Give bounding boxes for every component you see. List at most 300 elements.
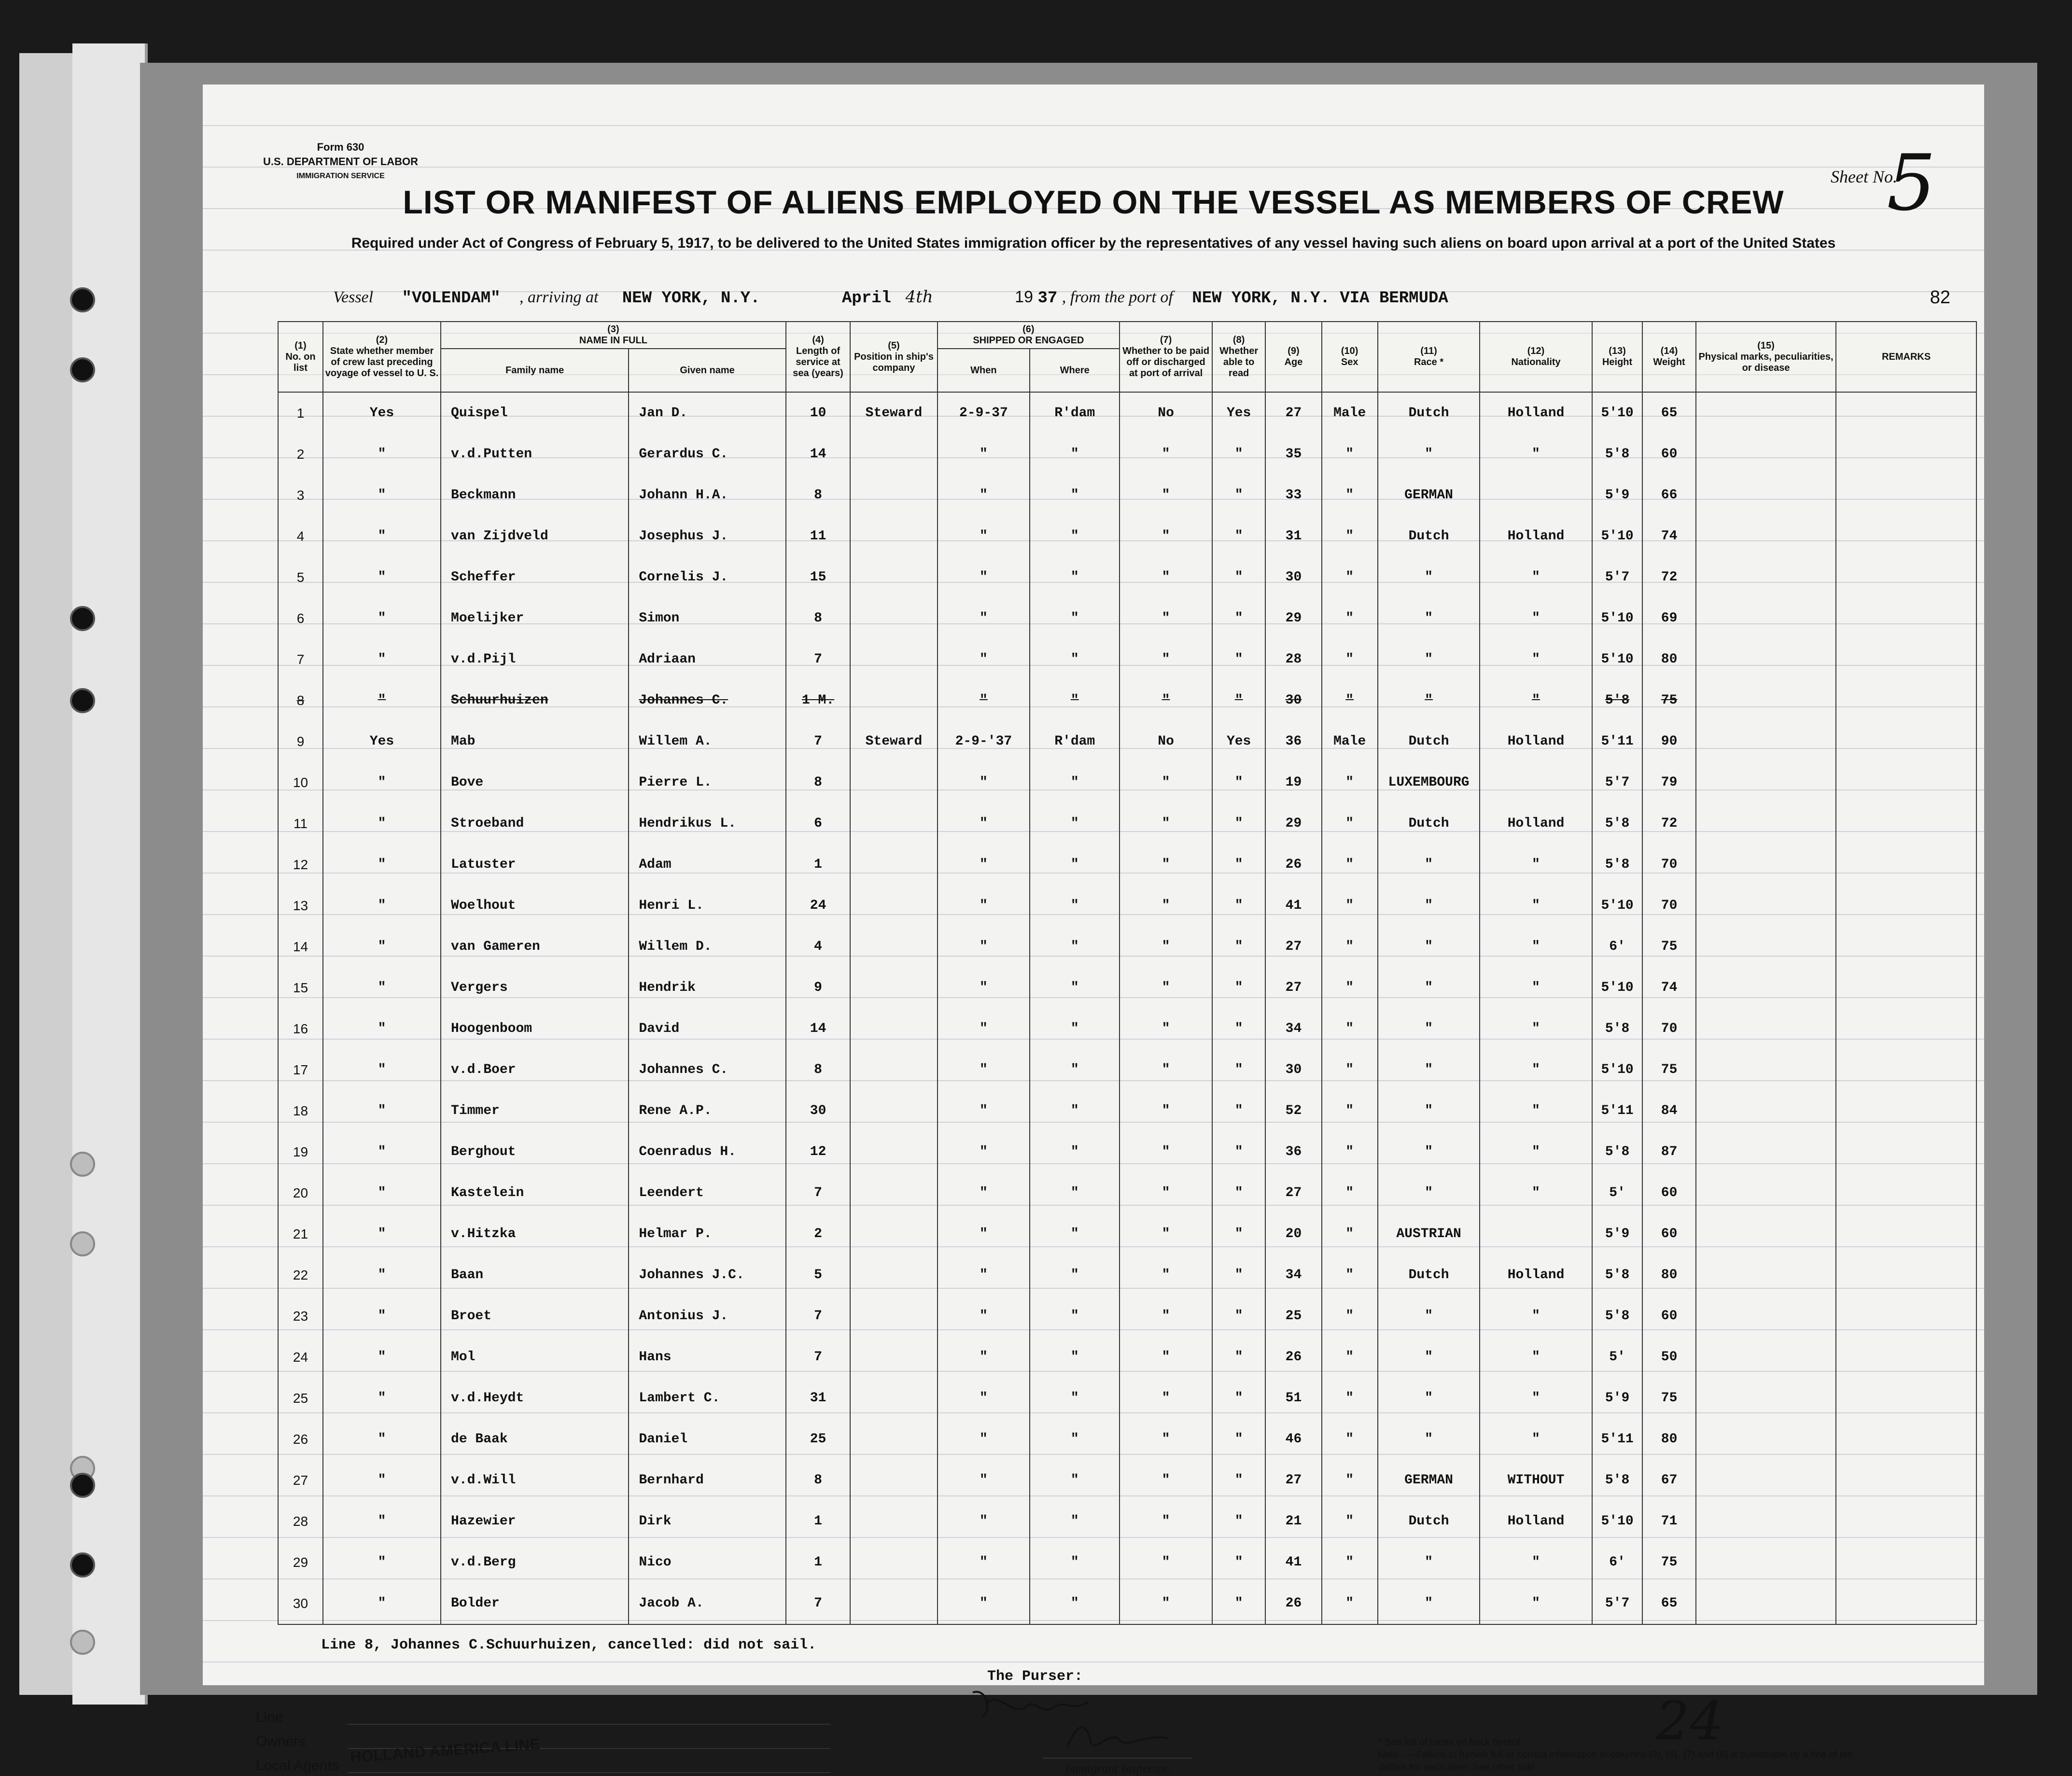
cell-remarks (1836, 1583, 1976, 1624)
cell-shipped-where: " (1030, 1583, 1120, 1624)
cell-height: 5'11 (1592, 1419, 1643, 1460)
col-header-race: (11) Race * (1378, 322, 1480, 392)
cell-able-to-read: " (1212, 1172, 1265, 1213)
cell-position (850, 1296, 937, 1337)
cell-weight: 74 (1642, 516, 1695, 557)
cell-previous-voyage: " (323, 1419, 441, 1460)
cell-sex: " (1322, 1419, 1378, 1460)
cell-position (850, 680, 937, 721)
cell-remarks (1836, 967, 1976, 1008)
cell-position (850, 1049, 937, 1090)
cell-physical-marks (1696, 844, 1836, 885)
table-row (278, 1213, 1976, 1254)
col-header-height: (13) Height (1592, 322, 1643, 392)
cell-row-number: 2 (278, 434, 323, 475)
cell-sex: " (1322, 803, 1378, 844)
cell-age: 31 (1265, 516, 1321, 557)
purser-label: The Purser: (987, 1668, 1083, 1685)
cell-previous-voyage: " (323, 1172, 441, 1213)
cell-sex: " (1322, 475, 1378, 516)
cell-given-name: Johannes C. (629, 680, 785, 721)
cell-nationality: " (1480, 1419, 1592, 1460)
cell-sex: " (1322, 1213, 1378, 1254)
cell-nationality: " (1480, 1296, 1592, 1337)
cell-nationality (1480, 1213, 1592, 1254)
cell-age: 30 (1265, 1049, 1321, 1090)
cell-height: 5'7 (1592, 557, 1643, 598)
cell-shipped-where: " (1030, 1378, 1120, 1419)
cell-service-length: 8 (786, 475, 851, 516)
cell-sex: Male (1322, 392, 1378, 434)
table-row (278, 1583, 1976, 1624)
cell-nationality: Holland (1480, 1501, 1592, 1542)
cell-sex: " (1322, 598, 1378, 639)
cell-service-length: 2 (786, 1213, 851, 1254)
cell-remarks (1836, 1008, 1976, 1049)
cell-service-length: 1 (786, 1501, 851, 1542)
cell-family-name: v.d.Berg (441, 1542, 629, 1583)
cell-row-number: 17 (278, 1049, 323, 1090)
cell-given-name: Henri L. (629, 885, 785, 926)
table-row (278, 1131, 1976, 1172)
cell-remarks (1836, 1501, 1976, 1542)
cell-position (850, 1583, 937, 1624)
cell-physical-marks (1696, 1583, 1836, 1624)
cell-given-name: Helmar P. (629, 1213, 785, 1254)
cell-remarks (1836, 1254, 1976, 1296)
cell-shipped-where: " (1030, 885, 1120, 926)
cell-physical-marks (1696, 762, 1836, 803)
cell-sex: " (1322, 1254, 1378, 1296)
cell-shipped-where: " (1030, 1542, 1120, 1583)
cell-paid-off: No (1120, 392, 1212, 434)
cell-service-length: 6 (786, 803, 851, 844)
cell-given-name: Gerardus C. (629, 434, 785, 475)
cell-age: 27 (1265, 967, 1321, 1008)
cell-remarks (1836, 475, 1976, 516)
arriving-port: NEW YORK, N.Y. (622, 289, 760, 308)
from-label: , from the port of (1062, 288, 1173, 306)
col-header-remarks: REMARKS (1836, 322, 1976, 392)
cell-family-name: Mol (441, 1337, 629, 1378)
cell-shipped-where: " (1030, 1254, 1120, 1296)
cell-previous-voyage: " (323, 926, 441, 967)
cell-family-name: Mab (441, 721, 629, 762)
department-name: U.S. DEPARTMENT OF LABOR (263, 155, 419, 168)
cell-family-name: Scheffer (441, 557, 629, 598)
cell-shipped-when: " (938, 885, 1030, 926)
cell-age: 30 (1265, 557, 1321, 598)
cell-previous-voyage: " (323, 639, 441, 680)
cell-age: 29 (1265, 598, 1321, 639)
cell-family-name: Berghout (441, 1131, 629, 1172)
cell-able-to-read: " (1212, 557, 1265, 598)
cell-physical-marks (1696, 1254, 1836, 1296)
cell-nationality: " (1480, 1337, 1592, 1378)
year-prefix: 19 (1015, 288, 1033, 306)
cell-able-to-read: Yes (1212, 392, 1265, 434)
cell-race: Dutch (1378, 1501, 1480, 1542)
cell-height: 5' (1592, 1172, 1643, 1213)
cell-nationality: Holland (1480, 1254, 1592, 1296)
cell-height: 5'7 (1592, 762, 1643, 803)
cell-shipped-where: " (1030, 803, 1120, 844)
cell-sex: Male (1322, 721, 1378, 762)
cell-remarks (1836, 1296, 1976, 1337)
cell-remarks (1836, 1378, 1976, 1419)
cell-previous-voyage: " (323, 844, 441, 885)
cell-weight: 72 (1642, 803, 1695, 844)
cell-height: 6' (1592, 1542, 1643, 1583)
cell-able-to-read: " (1212, 516, 1265, 557)
cell-service-length: 4 (786, 926, 851, 967)
arrival-month: April (842, 289, 892, 308)
cell-sex: " (1322, 926, 1378, 967)
cell-shipped-where: " (1030, 475, 1120, 516)
cell-shipped-where: " (1030, 680, 1120, 721)
cell-shipped-when: " (938, 844, 1030, 885)
cell-able-to-read: " (1212, 844, 1265, 885)
cell-height: 5'8 (1592, 1008, 1643, 1049)
cell-nationality: " (1480, 639, 1592, 680)
cell-height: 5'10 (1592, 639, 1643, 680)
cell-physical-marks (1696, 721, 1836, 762)
cell-service-length: 14 (786, 1008, 851, 1049)
cell-weight: 70 (1642, 844, 1695, 885)
table-row (278, 967, 1976, 1008)
cell-nationality: " (1480, 557, 1592, 598)
cell-shipped-when: " (938, 1254, 1030, 1296)
cell-previous-voyage: " (323, 967, 441, 1008)
line-rule (348, 1724, 830, 1725)
cell-nationality: Holland (1480, 721, 1592, 762)
table-row (278, 557, 1976, 598)
cell-nationality: " (1480, 1049, 1592, 1090)
binder-hole (70, 1630, 95, 1655)
cell-paid-off: " (1120, 1213, 1212, 1254)
cell-service-length: 11 (786, 516, 851, 557)
cell-age: 46 (1265, 1419, 1321, 1460)
cell-position (850, 1254, 937, 1296)
col-header-given-name: Given name (629, 349, 785, 392)
cell-remarks (1836, 1460, 1976, 1501)
cell-able-to-read: " (1212, 1337, 1265, 1378)
cell-previous-voyage: " (323, 885, 441, 926)
cell-sex: " (1322, 1337, 1378, 1378)
cell-position (850, 1172, 937, 1213)
cell-able-to-read: " (1212, 598, 1265, 639)
cell-family-name: v.d.Boer (441, 1049, 629, 1090)
cell-height: 5'8 (1592, 1296, 1643, 1337)
cell-nationality: WITHOUT (1480, 1460, 1592, 1501)
table-row (278, 516, 1976, 557)
cell-service-length: 10 (786, 392, 851, 434)
cell-height: 5'10 (1592, 598, 1643, 639)
inspector-label: Immigrant Inspector. (1043, 1758, 1192, 1776)
cell-position (850, 1008, 937, 1049)
cell-service-length: 1 (786, 1542, 851, 1583)
cell-nationality: " (1480, 1090, 1592, 1131)
cell-given-name: Hendrik (629, 967, 785, 1008)
cell-race: " (1378, 598, 1480, 639)
cell-age: 26 (1265, 844, 1321, 885)
cell-sex: " (1322, 762, 1378, 803)
cell-service-length: 14 (786, 434, 851, 475)
cell-able-to-read: " (1212, 1583, 1265, 1624)
cell-position (850, 1337, 937, 1378)
cell-sex: " (1322, 639, 1378, 680)
cell-physical-marks (1696, 1337, 1836, 1378)
cell-sex: " (1322, 967, 1378, 1008)
cell-row-number: 12 (278, 844, 323, 885)
cell-remarks (1836, 885, 1976, 926)
cell-shipped-where: " (1030, 1131, 1120, 1172)
cancellation-note: Line 8, Johannes C.Schuurhuizen, cancelled: did not sail. (321, 1637, 817, 1653)
cell-height: 5'8 (1592, 1460, 1643, 1501)
form-identifier (263, 140, 418, 183)
cell-row-number: 14 (278, 926, 323, 967)
cell-position (850, 557, 937, 598)
cell-age: 28 (1265, 639, 1321, 680)
table-row (278, 1501, 1976, 1542)
cell-shipped-when: " (938, 516, 1030, 557)
col-header-family-name: Family name (441, 349, 629, 392)
cell-position (850, 639, 937, 680)
cell-previous-voyage: Yes (323, 721, 441, 762)
cell-family-name: Quispel (441, 392, 629, 434)
cell-shipped-where: " (1030, 1008, 1120, 1049)
cell-row-number: 18 (278, 1090, 323, 1131)
cell-given-name: Nico (629, 1542, 785, 1583)
table-row (278, 475, 1976, 516)
table-row (278, 926, 1976, 967)
cell-weight: 74 (1642, 967, 1695, 1008)
cell-family-name: Hoogenboom (441, 1008, 629, 1049)
cell-position (850, 1542, 937, 1583)
cell-row-number: 1 (278, 392, 323, 434)
cell-service-length: 25 (786, 1419, 851, 1460)
cell-race: " (1378, 557, 1480, 598)
cell-remarks (1836, 762, 1976, 803)
cell-paid-off: " (1120, 516, 1212, 557)
cell-shipped-when: " (938, 762, 1030, 803)
cell-previous-voyage: " (323, 557, 441, 598)
cell-position (850, 434, 937, 475)
cell-row-number: 11 (278, 803, 323, 844)
cell-paid-off: " (1120, 557, 1212, 598)
cell-service-length: 1 (786, 844, 851, 885)
col-header-physical-marks: (15) Physical marks, peculiarities, or disease (1696, 322, 1836, 392)
cell-height: 5'8 (1592, 803, 1643, 844)
cell-shipped-when: " (938, 680, 1030, 721)
cell-family-name: Broet (441, 1296, 629, 1337)
cell-shipped-where: " (1030, 639, 1120, 680)
cell-shipped-when: " (938, 1296, 1030, 1337)
cell-position (850, 598, 937, 639)
cell-family-name: de Baak (441, 1419, 629, 1460)
cell-position (850, 1090, 937, 1131)
cell-able-to-read: " (1212, 1378, 1265, 1419)
cell-previous-voyage: " (323, 1378, 441, 1419)
cell-paid-off: " (1120, 1419, 1212, 1460)
cell-previous-voyage: " (323, 1583, 441, 1624)
col-header-age: (9) Age (1265, 322, 1321, 392)
cell-paid-off: " (1120, 844, 1212, 885)
cell-paid-off: " (1120, 1378, 1212, 1419)
table-row (278, 1378, 1976, 1419)
cell-given-name: Adam (629, 844, 785, 885)
cell-height: 5'8 (1592, 434, 1643, 475)
cell-race: " (1378, 1090, 1480, 1131)
cell-paid-off: No (1120, 721, 1212, 762)
cell-height: 5'10 (1592, 1501, 1643, 1542)
cell-age: 41 (1265, 1542, 1321, 1583)
manifest-page (203, 85, 1984, 1776)
cell-height: 5'9 (1592, 1378, 1643, 1419)
cell-shipped-when: " (938, 639, 1030, 680)
col-header-weight: (14) Weight (1642, 322, 1695, 392)
table-row (278, 680, 1976, 721)
cell-age: 30 (1265, 680, 1321, 721)
cell-shipped-where: " (1030, 1337, 1120, 1378)
cell-race: " (1378, 1008, 1480, 1049)
cell-weight: 84 (1642, 1090, 1695, 1131)
table-row (278, 844, 1976, 885)
cell-position: Steward (850, 392, 937, 434)
footnote (1378, 1736, 1861, 1774)
owner-stamp: HOLLAND AMERICA LINE (350, 1735, 541, 1766)
cell-sex: " (1322, 1172, 1378, 1213)
cell-previous-voyage: " (323, 598, 441, 639)
cell-able-to-read: " (1212, 1213, 1265, 1254)
cell-service-length: 24 (786, 885, 851, 926)
table-row (278, 434, 1976, 475)
cell-age: 36 (1265, 721, 1321, 762)
cell-weight: 80 (1642, 1254, 1695, 1296)
col-header-previous-voyage: (2) State whether member of crew last preceding voyage of vessel to U. S. (323, 322, 441, 392)
cell-row-number: 28 (278, 1501, 323, 1542)
cell-position (850, 1501, 937, 1542)
cell-weight: 70 (1642, 1008, 1695, 1049)
cell-able-to-read: " (1212, 926, 1265, 967)
cell-service-length: 7 (786, 1172, 851, 1213)
handwritten-page-number: 24 (1656, 1690, 1723, 1752)
cell-shipped-when: " (938, 1172, 1030, 1213)
table-row (278, 1296, 1976, 1337)
cell-shipped-when: " (938, 1008, 1030, 1049)
cell-previous-voyage: " (323, 1460, 441, 1501)
cell-able-to-read: " (1212, 1090, 1265, 1131)
table-row (278, 1172, 1976, 1213)
owners-label: Owners (256, 1734, 306, 1749)
cell-remarks (1836, 639, 1976, 680)
cell-height: 5'10 (1592, 392, 1643, 434)
cell-physical-marks (1696, 1049, 1836, 1090)
cell-family-name: Kastelein (441, 1172, 629, 1213)
col-header-number: (1) No. on list (278, 322, 323, 392)
cell-given-name: Johann H.A. (629, 475, 785, 516)
cell-height: 5'10 (1592, 516, 1643, 557)
col-header-shipped: (6) SHIPPED OR ENGAGED (938, 322, 1120, 349)
cell-sex: " (1322, 1296, 1378, 1337)
cell-race: " (1378, 1378, 1480, 1419)
cell-paid-off: " (1120, 926, 1212, 967)
cell-physical-marks (1696, 1501, 1836, 1542)
cell-previous-voyage: " (323, 1542, 441, 1583)
binder-hole (70, 1552, 95, 1578)
cell-row-number: 27 (278, 1460, 323, 1501)
col-header-nationality: (12) Nationality (1480, 322, 1592, 392)
cell-paid-off: " (1120, 1460, 1212, 1501)
cell-paid-off: " (1120, 1296, 1212, 1337)
binder-hole (70, 287, 95, 312)
cell-nationality: " (1480, 598, 1592, 639)
cell-shipped-when: " (938, 1131, 1030, 1172)
cell-physical-marks (1696, 803, 1836, 844)
cell-weight: 60 (1642, 434, 1695, 475)
cell-nationality: Holland (1480, 392, 1592, 434)
cell-family-name: van Gameren (441, 926, 629, 967)
cell-family-name: Moelijker (441, 598, 629, 639)
cell-position (850, 844, 937, 885)
cell-service-length: 31 (786, 1378, 851, 1419)
cell-height: 5'9 (1592, 1213, 1643, 1254)
cell-able-to-read: " (1212, 639, 1265, 680)
vessel-name: "VOLENDAM" (402, 289, 501, 308)
cell-given-name: Adriaan (629, 639, 785, 680)
cell-given-name: Simon (629, 598, 785, 639)
table-row (278, 1460, 1976, 1501)
cell-age: 21 (1265, 1501, 1321, 1542)
cell-physical-marks (1696, 639, 1836, 680)
cell-able-to-read: " (1212, 1049, 1265, 1090)
cell-service-length: 7 (786, 721, 851, 762)
cell-remarks (1836, 1213, 1976, 1254)
cell-nationality (1480, 475, 1592, 516)
cell-paid-off: " (1120, 434, 1212, 475)
cell-shipped-when: " (938, 1542, 1030, 1583)
cell-nationality: " (1480, 680, 1592, 721)
col-header-where: Where (1030, 349, 1120, 392)
cell-physical-marks (1696, 557, 1836, 598)
cell-race: " (1378, 1419, 1480, 1460)
sheet-number: 5 (1887, 138, 1936, 228)
cell-age: 19 (1265, 762, 1321, 803)
cell-position (850, 926, 937, 967)
cell-nationality (1480, 762, 1592, 803)
cell-shipped-where: " (1030, 967, 1120, 1008)
cell-service-length: 7 (786, 639, 851, 680)
cell-sex: " (1322, 844, 1378, 885)
cell-previous-voyage: " (323, 680, 441, 721)
cell-shipped-when: " (938, 1337, 1030, 1378)
cell-physical-marks (1696, 1090, 1836, 1131)
cell-family-name: Stroeband (441, 803, 629, 844)
table-row (278, 885, 1976, 926)
departure-port: NEW YORK, N.Y. VIA BERMUDA (1192, 289, 1448, 308)
cell-service-length: 7 (786, 1337, 851, 1378)
cell-able-to-read: " (1212, 1460, 1265, 1501)
cell-family-name: Beckmann (441, 475, 629, 516)
cell-previous-voyage: " (323, 1131, 441, 1172)
cell-race: " (1378, 1049, 1480, 1090)
cell-remarks (1836, 392, 1976, 434)
cell-race: " (1378, 1337, 1480, 1378)
cell-service-length: 8 (786, 1460, 851, 1501)
cell-weight: 72 (1642, 557, 1695, 598)
cell-previous-voyage: Yes (323, 392, 441, 434)
cell-remarks (1836, 721, 1976, 762)
